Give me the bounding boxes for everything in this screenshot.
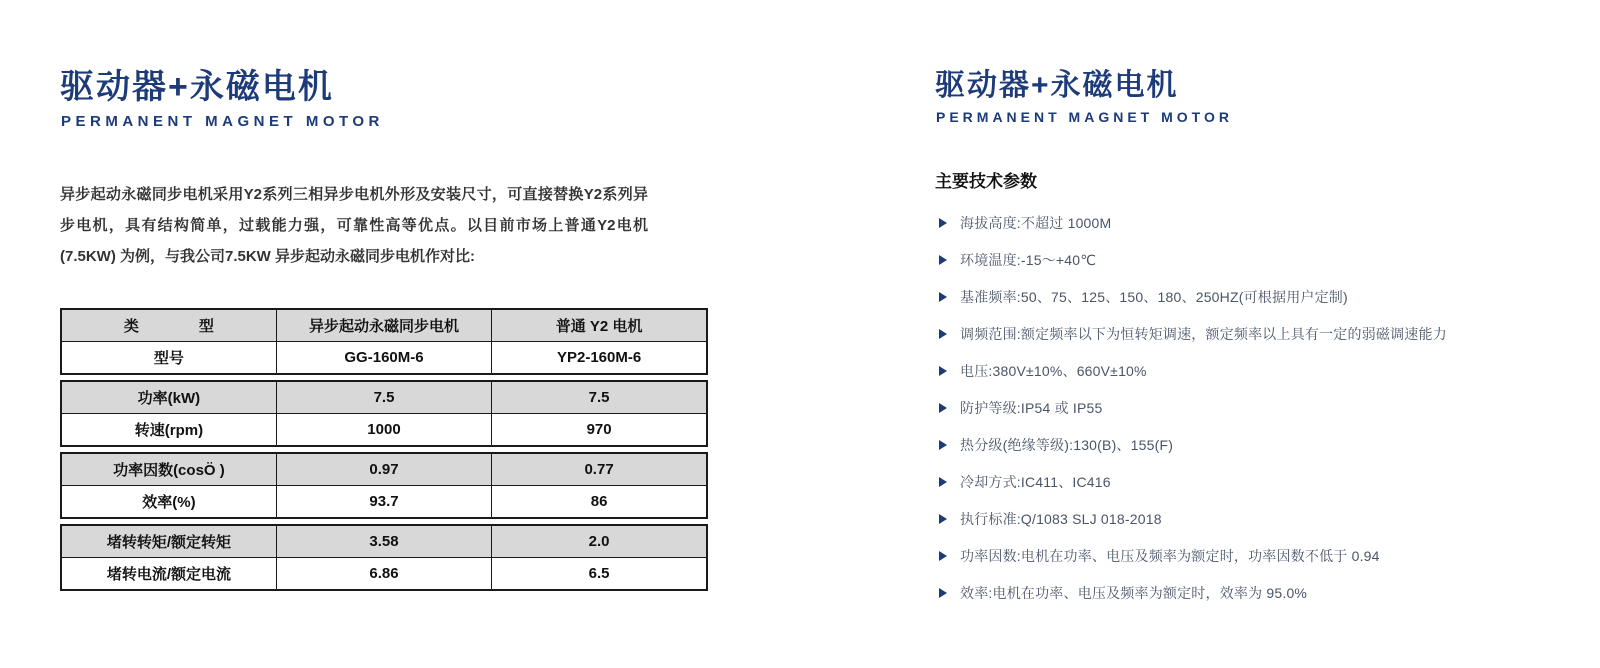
triangle-bullet-icon	[939, 403, 947, 413]
right-column	[935, 70, 1560, 623]
triangle-bullet-icon	[939, 218, 947, 228]
cell-value: 93.7	[276, 485, 491, 518]
triangle-bullet-icon	[939, 366, 947, 376]
cell-value: YP2-160M-6	[492, 341, 707, 374]
triangle-bullet-icon	[939, 292, 947, 302]
cell-value: 2.0	[492, 525, 707, 558]
table-row	[61, 413, 707, 446]
triangle-bullet-icon	[939, 255, 947, 265]
table-row	[61, 525, 707, 558]
cell-value: 86	[492, 485, 707, 518]
table-row	[61, 341, 707, 374]
spec-text: 效率:电机在功率、电压及频率为额定时，效率为 95.0%	[960, 585, 1308, 601]
left-column	[60, 70, 710, 596]
page-subtitle: PERMANENT MAGNET MOTOR	[936, 108, 1233, 125]
spec-text: 环境温度:-15～+40℃	[960, 252, 1097, 268]
table-row	[61, 453, 707, 486]
header-cell: 类 型	[61, 309, 276, 342]
row-label: 堵转转矩/额定转矩	[61, 525, 276, 558]
comparison-table	[60, 308, 708, 591]
list-item	[935, 549, 1560, 564]
list-item	[935, 438, 1560, 453]
spec-text: 冷却方式:IC411、IC416	[960, 474, 1111, 490]
page-title: 驱动器+永磁电机	[60, 68, 334, 106]
page-title: 驱动器+永磁电机	[935, 69, 1179, 102]
list-item	[935, 512, 1560, 527]
header-cell: 异步起动永磁同步电机	[276, 309, 491, 342]
spec-text: 基准频率:50、75、125、150、180、250HZ(可根据用户定制)	[960, 289, 1348, 305]
cell-value: 970	[492, 413, 707, 446]
list-item	[935, 475, 1560, 490]
spec-text: 热分级(绝缘等级):130(B)、155(F)	[960, 437, 1174, 453]
table-group-3	[60, 452, 708, 519]
specs-heading: 主要技术参数	[935, 171, 1037, 191]
list-item	[935, 290, 1560, 305]
row-label: 功率(kW)	[61, 381, 276, 414]
spec-text: 海拔高度:不超过 1000M	[960, 215, 1112, 231]
list-item	[935, 401, 1560, 416]
cell-value: 3.58	[276, 525, 491, 558]
table-row	[61, 381, 707, 414]
list-item	[935, 586, 1560, 601]
spec-text: 调频范围:额定频率以下为恒转矩调速，额定频率以上具有一定的弱磁调速能力	[960, 326, 1447, 342]
row-label: 转速(rpm)	[61, 413, 276, 446]
cell-value: 1000	[276, 413, 491, 446]
table-row	[61, 557, 707, 590]
cell-value: 6.86	[276, 557, 491, 590]
list-item	[935, 327, 1560, 342]
spec-text: 功率因数:电机在功率、电压及频率为额定时，功率因数不低于 0.94	[960, 548, 1380, 564]
table-group-1	[60, 308, 708, 375]
cell-value: 6.5	[492, 557, 707, 590]
list-item	[935, 364, 1560, 379]
spec-text: 防护等级:IP54 或 IP55	[960, 400, 1103, 416]
cell-value: 7.5	[492, 381, 707, 414]
table-header-row	[61, 309, 707, 342]
row-label: 功率因数(cosÖ )	[61, 453, 276, 486]
specs-list	[935, 216, 1560, 601]
page-subtitle: PERMANENT MAGNET MOTOR	[61, 112, 384, 130]
intro-paragraph: 异步起动永磁同步电机采用Y2系列三相异步电机外形及安装尺寸，可直接替换Y2系列异步电机，具有结构简单，过载能力强，可靠性高等优点。以目前市场上普通Y2电机 (7.5KW) 为例，与我公司7.5KW 异步起动永磁同步电机作对比:	[60, 185, 648, 265]
triangle-bullet-icon	[939, 440, 947, 450]
triangle-bullet-icon	[939, 329, 947, 339]
cell-value: GG-160M-6	[276, 341, 491, 374]
cell-value: 0.97	[276, 453, 491, 486]
table-group-2	[60, 380, 708, 447]
table-group-4	[60, 524, 708, 591]
cell-value: 0.77	[492, 453, 707, 486]
spec-text: 电压:380V±10%、660V±10%	[960, 363, 1147, 379]
triangle-bullet-icon	[939, 551, 947, 561]
row-label: 效率(%)	[61, 485, 276, 518]
triangle-bullet-icon	[939, 588, 947, 598]
table-row	[61, 485, 707, 518]
row-label: 型号	[61, 341, 276, 374]
triangle-bullet-icon	[939, 477, 947, 487]
cell-value: 7.5	[276, 381, 491, 414]
list-item	[935, 253, 1560, 268]
spec-text: 执行标准:Q/1083 SLJ 018-2018	[960, 511, 1162, 527]
list-item	[935, 216, 1560, 231]
row-label: 堵转电流/额定电流	[61, 557, 276, 590]
header-cell: 普通 Y2 电机	[492, 309, 707, 342]
triangle-bullet-icon	[939, 514, 947, 524]
